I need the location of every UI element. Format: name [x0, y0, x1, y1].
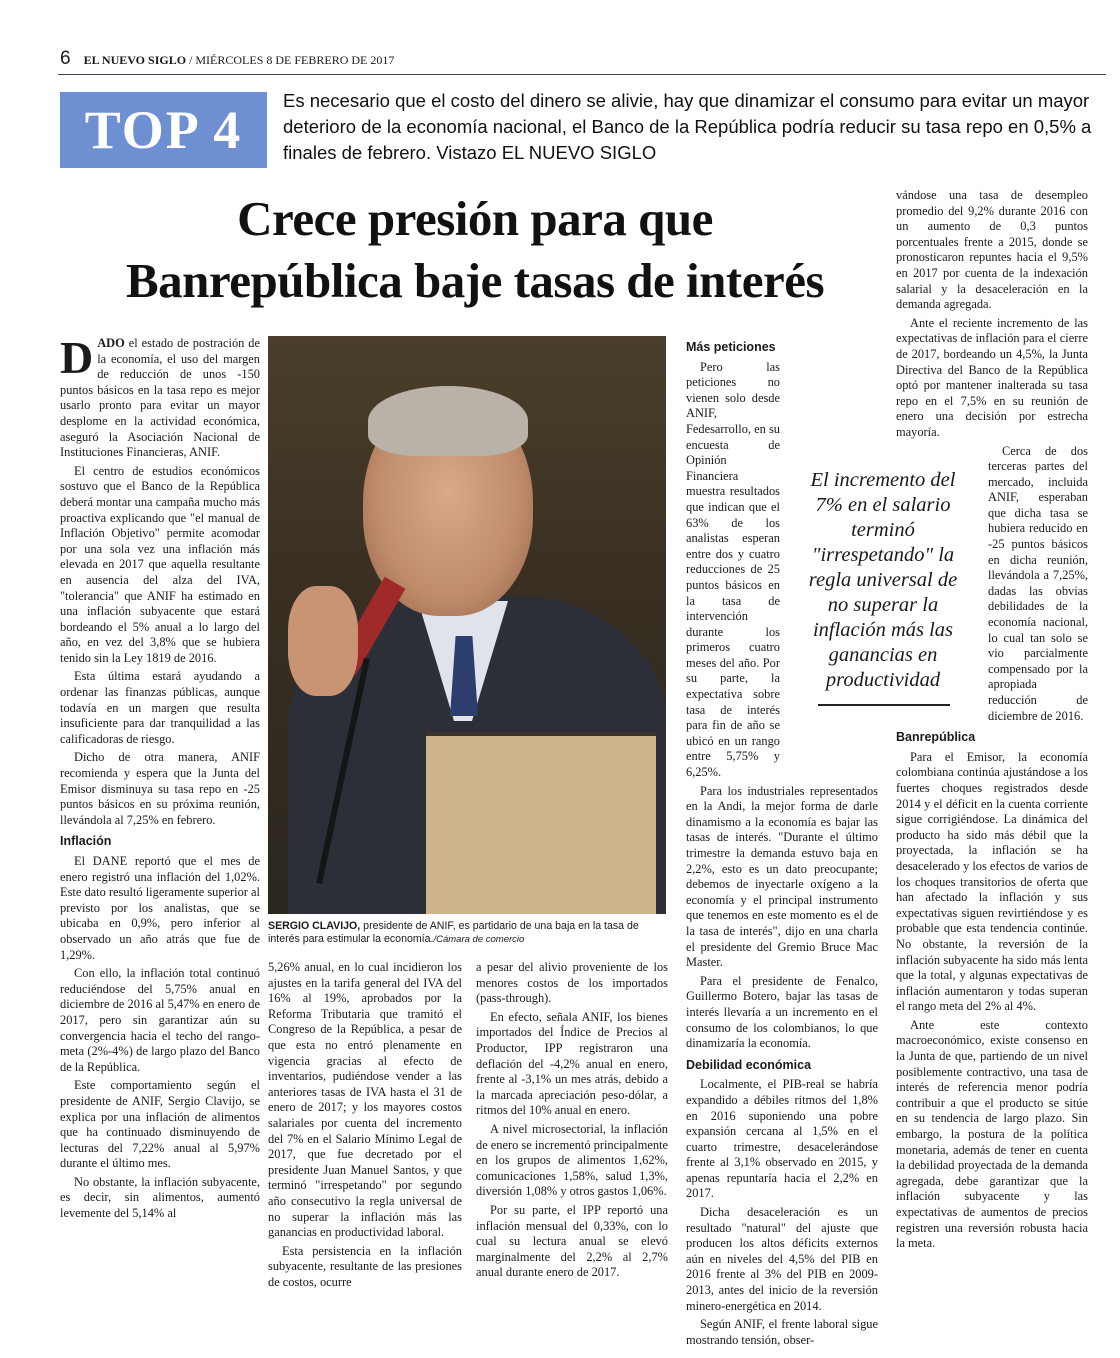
- paragraph: Esta última estará ayudando a ordenar las finanzas públicas, aunque todavía en un margen que resulta insuficiente para dar tranquilidad a las calificadoras de riesgo.: [60, 669, 260, 746]
- headline-line-1: Crece presión para que: [237, 191, 713, 246]
- subhead-mas-peticiones: Más peticiones: [686, 340, 776, 354]
- paragraph: Cerca de dos terceras partes del mercado, incluida ANIF, esperaban que dicha tasa se hubiera reducido en -25 puntos básicos en dicha reunión, llevándola a 7,25%, dadas las obvias debilidades de la economía nacional, lo cual tan solo se vio parcialmente compensado por la apropiada reducción de diciembre de 2016.: [988, 443, 1088, 723]
- page-number: 6: [60, 48, 71, 69]
- paragraph: El centro de estudios económicos sostuvo que el Banco de la República deberá montar una campaña mucho más proactiva explicando que "el manual de Inflación Objetivo" permite acomodar por una sola vez una inflación más elevada en 2017 que aquella resultante en ausencia del alza del IVA, "tolerancia" que ANIF ha estimado en una inflación subyacente que estará bordeando el 5% anual a lo largo del año, en vez del 3,8% que se hubiera tenido sin la Ley 1819 de 2016.: [60, 463, 260, 665]
- subhead-banrepublica: Banrepública: [896, 730, 976, 745]
- photo-sergio-clavijo: [268, 336, 666, 914]
- paragraph: El DANE reportó que el mes de enero registró una inflación del 1,02%. Este dato resultó ligeramente superior al previsto por los analistas, que se ubicaba en 0,9%, pero inferior al observado un año atrás que fue de 1,29%.: [60, 854, 260, 962]
- column-3: [476, 960, 668, 1284]
- issue-date: / MIÉRCOLES 8 DE FEBRERO DE 2017: [189, 53, 395, 67]
- paragraph: Esta persistencia en la inflación subyacente, resultante de las presiones de costos, ocurre: [268, 1243, 462, 1289]
- pull-quote: El incremento del 7% en el salario terminó "irrespetando" la regla universal de no superar la inflación más las ganancias en productividad: [808, 469, 958, 691]
- masthead-rule: [58, 74, 1106, 75]
- paragraph: A nivel microsectorial, la inflación de enero se incrementó principalmente en los grupos de alimentos 1,62%, comunicaciones 1,58%, salud 1,3%, diversión 1,08% y otros gastos 1,06%.: [476, 1121, 668, 1199]
- paragraph: vándose una tasa de desempleo promedio del 9,2% durante 2016 con un aumento de 0,3 puntos porcentuales frente a 2015, donde se pronosticaron repuntes hacia el 9,5% en 2017 por cuenta de la indexación salarial y la desaceleración en la demanda agregada.: [896, 188, 1088, 312]
- caption-name: SERGIO CLAVIJO,: [268, 920, 361, 932]
- paragraph: No obstante, la inflación subyacente, es decir, sin alimentos, aumentó levemente del 5,14% al: [60, 1174, 260, 1221]
- drop-cap: D: [60, 332, 94, 383]
- photo-laptop: [426, 732, 656, 914]
- paragraph: Ante este contexto macroeconómico, existe consenso en la Junta de que, partiendo de un nivel posiblemente contractivo, una tasa de interés de referencia menor podría contribuir a que el producto se sitúe en su tendencia de largo plazo. Sin embargo, la postura de la política monetaria, además de tener en cuenta la debilidad proyectada de la demanda agregada, debe garantizar que la inflación subyacente y las expectativas de aumentos de precios registren una reversión robusta hacia la meta.: [896, 1017, 1088, 1251]
- paragraph: Para el presidente de Fenalco, Guillermo Botero, bajar las tasas de interés llevaría a un incremento en el consumo de los colombianos, lo que dinamizaría la economía.: [686, 973, 878, 1051]
- paragraph: Dicha desaceleración es un resultado "natural" del ajuste que producen los altos déficits externos aún en niveles del 4,5% del PIB en 2016 frente al 3% del PIB en 2009-2013, antes del inicio de la reversión minero-energética en 2014.: [686, 1205, 878, 1313]
- paragraph: Para el Emisor, la economía colombiana continúa ajustándose a los fuertes choques registrados desde 2014 y el déficit en la cuenta corriente sigue corrigiéndose. La dinámica del producto ha sido más débil que la proyectada, la inflación se ha desacelerado y los efectos de varios de los choques transitorios de oferta que han afectado la inflación y sus expectativas siguen revirtiéndose y es probable que esta tendencia continúe. No obstante, la reversión de la inflación subyacente ha sido más lenta que la total, y algunas expectativas de inflación aumentaron y todas superan el rango meta del 2% al 4%.: [896, 749, 1088, 1014]
- column-2: [268, 960, 462, 1293]
- paragraph: En efecto, señala ANIF, los bienes importados del Índice de Precios al Productor, IPP registraron una deflación del -4,2% anual en enero, frente al -3,1% un mes atrás, debido a la marcada apreciación peso-dólar, a ritmos del 10% anual en enero.: [476, 1009, 668, 1118]
- paragraph: Por su parte, el IPP reportó una inflación mensual del 0,33%, con lo cual su lectura anual se elevó marginalmente del 2,2% al 2,7% anual durante enero de 2017.: [476, 1202, 668, 1280]
- photo-hand: [288, 586, 358, 696]
- lead-paragraph: [60, 332, 260, 461]
- photo-hair: [368, 386, 528, 456]
- paragraph: Pero las peticiones no vienen solo desde ANIF, Fedesarrollo, en su encuesta de Opinión Financiera muestra resultados que indican que el 63% de los analistas esperan entre dos y cuatro reducciones de 25 puntos básicos en la tasa de intervención durante los primeros cuatro meses del año. Por su parte, la expectativa sobre tasa de interés para fin de año se ubicó en un rango entre 5,75% y 6,25%.: [686, 359, 780, 780]
- top4-label: TOP 4: [84, 100, 243, 160]
- deck-summary: Es necesario que el costo del dinero se alivie, hay que dinamizar el consumo para evitar un mayor deterioro de la economía nacional, el Banco de la República podría reducir su tasa repo en 0,5% a finales de febrero. Vistazo EL NUEVO SIGLO: [283, 90, 1092, 163]
- paragraph: Localmente, el PIB-real se habría expandido a débiles ritmos del 1,8% en 2016 suponiendo una pobre expansión cercana al 1,5% en el cuarto trimestre, desacelerándose frente al 3,1% observado en 2015, y apenas repuntaría hacia el 2,2% en 2017.: [686, 1077, 878, 1201]
- column-1: [60, 332, 260, 1225]
- photo-caption: [268, 920, 666, 947]
- paper-name: EL NUEVO SIGLO: [83, 53, 187, 67]
- subhead-inflacion: Inflación: [60, 834, 112, 849]
- masthead: [60, 48, 394, 70]
- paragraph: 5,26% anual, en lo cual incidieron los ajustes en la tarifa general del IVA del 16% al 19%, aprobados por la Reforma Tributaria que tramitó el Congreso de la República, a pesar de que esta no entró plenamente en vigencia gracias al efecto de inventarios, pudiéndose vender a las anteriores tasas de IVA hasta el 31 de enero de 2017; y los mayores costos salariales por cuenta del incremento del 7% en el Salario Mínimo Legal de 2017, que fue decretado por el presidente Juan Manuel Santos, y que terminó "irrespetando" por segundo año consecutivo la regla universal de no superar la inflación más las ganancias en productividad laboral.: [268, 960, 462, 1240]
- paragraph: Este comportamiento según el presidente de ANIF, Sergio Clavijo, se explica por una inflación de alimentos que ha continuado disminuyendo de lecturas del 7,22% anual al 5,97% durante el último mes.: [60, 1078, 260, 1171]
- caption-credit: /Cámara de comercio: [433, 934, 525, 946]
- lead-text: el estado de postración de la economía, el uso del margen de reducción de unos -150 puntos básicos en la tasa repo es mejor usarlo pronto para evitar un mayor desplome en la actividad económica, aseguró la Asociación Nacional de Instituciones Financieras, ANIF.: [60, 336, 260, 460]
- paragraph: Para los industriales representados en la Andi, la mejor forma de darle dinamismo a la economía es bajar las tasas de interés. "Durante el último trimestre la demanda estuvo baja en 2,2%, esto es un dato preocupante; debemos de inyectarle oxígeno a la economía y el principal instrumento que tenemos en este momento es el de la tasa de interés", dijo en una charla el presidente del Gremio Bruce Mac Master.: [686, 783, 878, 970]
- paragraph: Con ello, la inflación total continuó reduciéndose del 5,75% anual en diciembre de 2016 al 5,47% en enero de 2017, pero sin garantizar aún su convergencia hacia el techo del rango-meta (2%-4%) de largo plazo del Banco de la República.: [60, 966, 260, 1074]
- column-5: [896, 188, 1088, 1255]
- paragraph: a pesar del alivio proveniente de los menores costos de los importados (pass-through).: [476, 960, 668, 1006]
- headline-line-2: Banrepública baje tasas de interés: [125, 253, 825, 308]
- paragraph: Dicho de otra manera, ANIF recomienda y espera que la Junta del Emisor disminuya su tasa repo en -25 puntos básicos en su próxima reunión, llevándola al 7,25% en febrero.: [60, 750, 260, 827]
- top4-badge: [60, 92, 267, 168]
- paragraph: Ante el reciente incremento de las expectativas de inflación para el cierre de 2017, bordeando un 4,5%, la Junta Directiva del Banco de la República optó por mantener inalterada su tasa repo en el 7,5% en su reunión de enero una decisión por estrecha mayoría.: [896, 315, 1088, 439]
- paragraph: Según ANIF, el frente laboral sigue mostrando tensión, obser-: [686, 1317, 878, 1347]
- headline: [60, 188, 890, 312]
- lead-bold: ADO: [97, 336, 125, 350]
- subhead-debilidad: Debilidad económica: [686, 1057, 812, 1072]
- caption-text: presidente de ANIF, es partidario de una baja en la tasa de interés para estimular la economía.: [268, 920, 639, 946]
